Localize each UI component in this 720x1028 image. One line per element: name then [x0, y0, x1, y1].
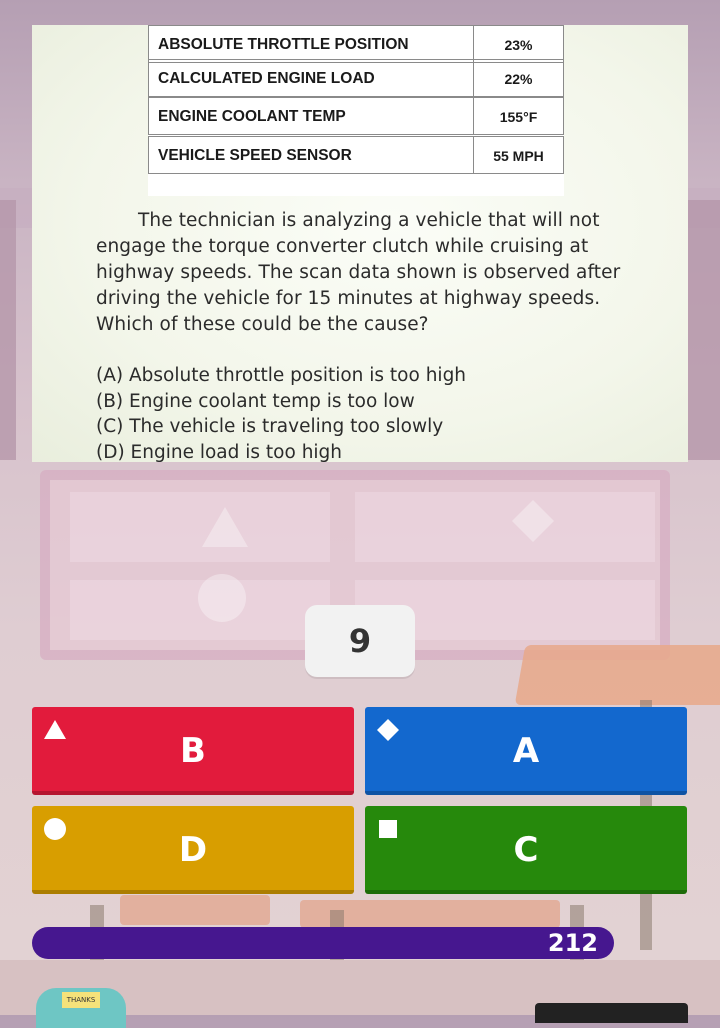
decor-circle-icon — [196, 572, 248, 624]
answer-options-list — [96, 363, 656, 462]
answer-letter: A — [512, 731, 540, 771]
scan-data-label: VEHICLE SPEED SENSOR — [148, 136, 474, 174]
thanks-label: THANKS — [62, 992, 100, 1008]
answer-button-diamond[interactable] — [365, 707, 687, 795]
scan-data-value: 155°F — [474, 97, 564, 135]
question-text: The technician is analyzing a vehicle that will not engage the torque converter clutch while cruising at highway speeds. The scan data shown is observed after driving the vehicle for 15 minutes at highway speeds. Which of these could be the cause? — [96, 210, 621, 335]
decor-diamond-icon — [510, 498, 556, 544]
scan-data-row — [148, 97, 564, 136]
wall-pillar-right — [686, 200, 720, 460]
question-card — [32, 25, 688, 462]
option-b: (B) Engine coolant temp is too low — [96, 390, 415, 412]
progress-bar — [32, 927, 614, 959]
scan-data-row — [148, 136, 564, 175]
wall-pillar-left — [0, 200, 16, 460]
answer-button-triangle[interactable] — [32, 707, 354, 795]
decor-triangle-icon — [200, 505, 250, 549]
progress-count: 212 — [547, 929, 598, 957]
option-a: (A) Absolute throttle position is too high — [96, 365, 467, 386]
scan-data-value: 55 MPH — [474, 136, 564, 174]
thanks-sign-decor — [36, 988, 126, 1028]
window-pane — [355, 492, 655, 562]
scan-data-value: 22% — [474, 59, 564, 97]
option-c: (C) The vehicle is traveling too slowly — [96, 416, 444, 437]
scan-data-label: CALCULATED ENGINE LOAD — [148, 59, 474, 97]
answer-letter: D — [178, 830, 208, 870]
background-desk — [515, 645, 720, 705]
background-chair — [120, 895, 270, 925]
answer-button-circle[interactable] — [32, 806, 354, 894]
answer-letter: C — [513, 830, 539, 870]
answer-button-square[interactable] — [365, 806, 687, 894]
answer-letter: B — [180, 731, 206, 771]
bottom-dark-bar — [535, 1003, 688, 1023]
scan-data-table — [148, 25, 564, 196]
scan-data-value: 23% — [474, 25, 564, 63]
scan-data-label: ENGINE COOLANT TEMP — [148, 97, 474, 135]
scan-data-label: ABSOLUTE THROTTLE POSITION — [148, 25, 474, 63]
countdown-timer: 9 — [305, 605, 415, 677]
scan-data-row — [148, 59, 564, 98]
option-d: (D) Engine load is too high — [96, 441, 343, 462]
